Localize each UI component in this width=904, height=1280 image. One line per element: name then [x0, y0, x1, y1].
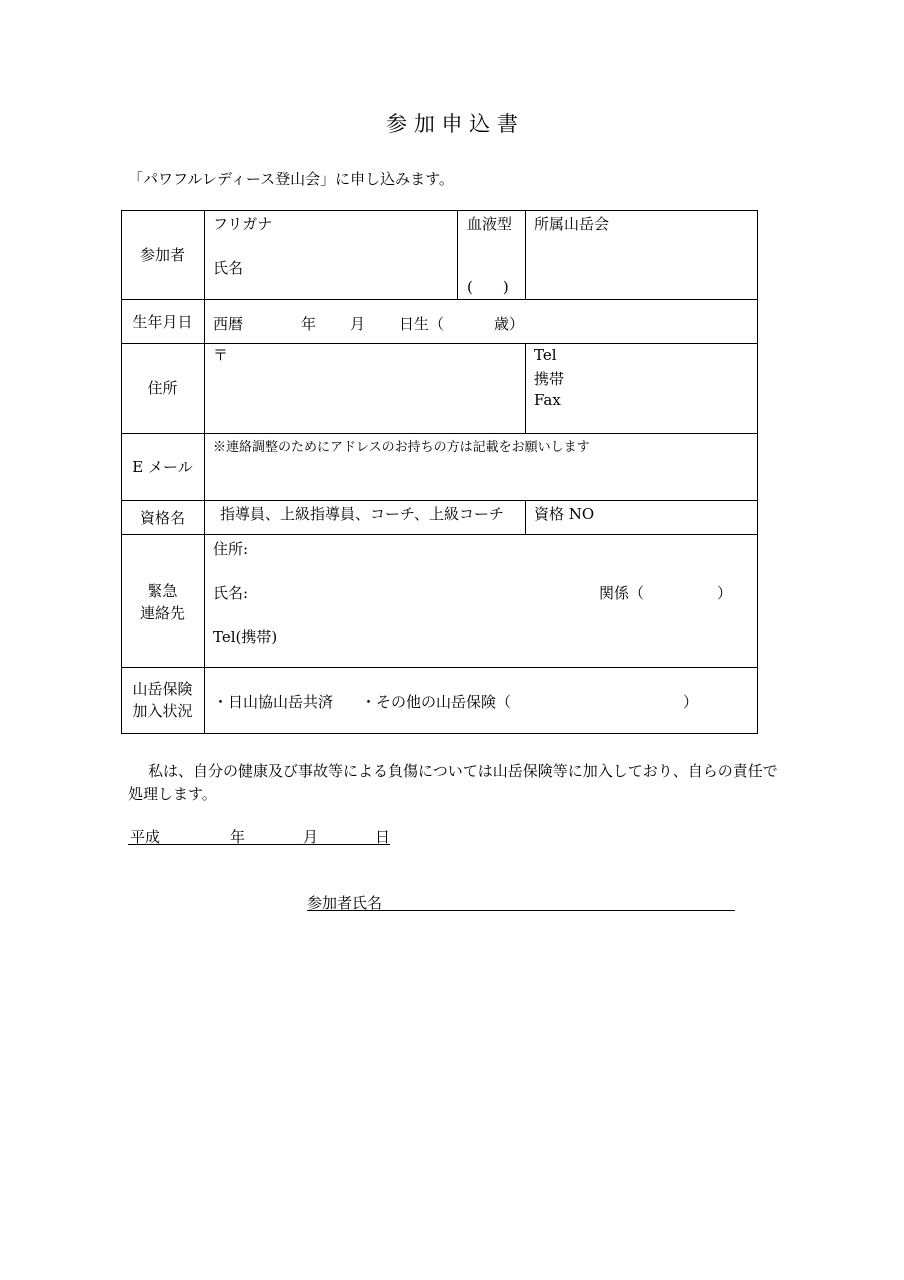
emergency-label-1: 緊急 — [147, 582, 178, 600]
emergency-relation-close: ） — [717, 584, 733, 602]
date-year: 年 — [230, 828, 246, 846]
form-border-right — [757, 210, 758, 734]
row-divider — [121, 299, 758, 300]
date-day: 日 — [375, 828, 391, 846]
club-divider — [525, 210, 526, 299]
qualification-label: 資格名 — [139, 509, 185, 527]
birthdate-seireki: 西暦 — [213, 315, 244, 333]
qualification-no-divider — [525, 500, 526, 534]
row-divider — [121, 500, 758, 501]
insurance-option-close: ） — [683, 693, 699, 711]
email-note: ※連絡調整のためにアドレスのお持ちの方は記載をお願いします — [213, 440, 590, 455]
email-label: E メール — [132, 458, 193, 476]
birthdate-month: 月 — [350, 315, 366, 333]
label-column-divider — [204, 210, 205, 734]
insurance-label-2: 加入状況 — [132, 702, 193, 720]
participant-label: 参加者 — [139, 246, 185, 264]
blood-type-divider — [457, 210, 458, 299]
birthdate-label: 生年月日 — [132, 313, 193, 331]
emergency-name-label: 氏名: — [213, 584, 249, 602]
row-divider — [121, 667, 758, 668]
mobile-label: 携帯 — [534, 370, 565, 388]
emergency-relation-label: 関係（ — [599, 584, 645, 602]
postal-mark: 〒 — [213, 346, 229, 364]
insurance-option-1: ・日山協山岳共済 — [213, 693, 334, 711]
address-label: 住所 — [147, 379, 178, 397]
form-border-top — [121, 210, 758, 211]
blood-type-paren: ( ) — [467, 278, 509, 296]
emergency-address-label: 住所: — [213, 540, 249, 558]
page-title: 参 加 申 込 書 — [386, 112, 518, 136]
date-era: 平成 — [130, 828, 161, 846]
birthdate-year: 年 — [301, 315, 317, 333]
birthdate-age: 歳） — [494, 315, 525, 333]
form-border-bottom — [121, 733, 758, 734]
signature-line — [307, 892, 735, 911]
name-label: 氏名 — [213, 259, 244, 277]
insurance-option-2: ・その他の山岳保険（ — [361, 693, 512, 711]
liability-statement: 私は、自分の健康及び事故等による負傷については山岳保険等に加入しており、自らの責任で処理します。 — [128, 762, 778, 803]
application-form — [121, 210, 758, 734]
emergency-label-2: 連絡先 — [139, 604, 185, 622]
contact-divider — [525, 343, 526, 433]
birthdate-day: 日生（ — [399, 315, 445, 333]
blood-type-label: 血液型 — [467, 215, 513, 233]
club-label: 所属山岳会 — [534, 215, 610, 233]
date-line — [128, 826, 390, 845]
date-month: 月 — [303, 828, 319, 846]
insurance-label-1: 山岳保険 — [132, 680, 193, 698]
qualification-options: 指導員、上級指導員、コーチ、上級コーチ — [220, 505, 504, 523]
fax-label: Fax — [534, 391, 561, 409]
intro-text: 「パワフルレディース登山会」に申し込みます。 — [128, 170, 454, 188]
signature-label: 参加者氏名 — [307, 894, 383, 912]
emergency-tel-label: Tel(携帯) — [213, 628, 278, 646]
tel-label: Tel — [534, 346, 557, 364]
row-divider — [121, 534, 758, 535]
row-divider — [121, 433, 758, 434]
qualification-no-label: 資格 NO — [534, 505, 595, 523]
furigana-label: フリガナ — [213, 215, 273, 233]
